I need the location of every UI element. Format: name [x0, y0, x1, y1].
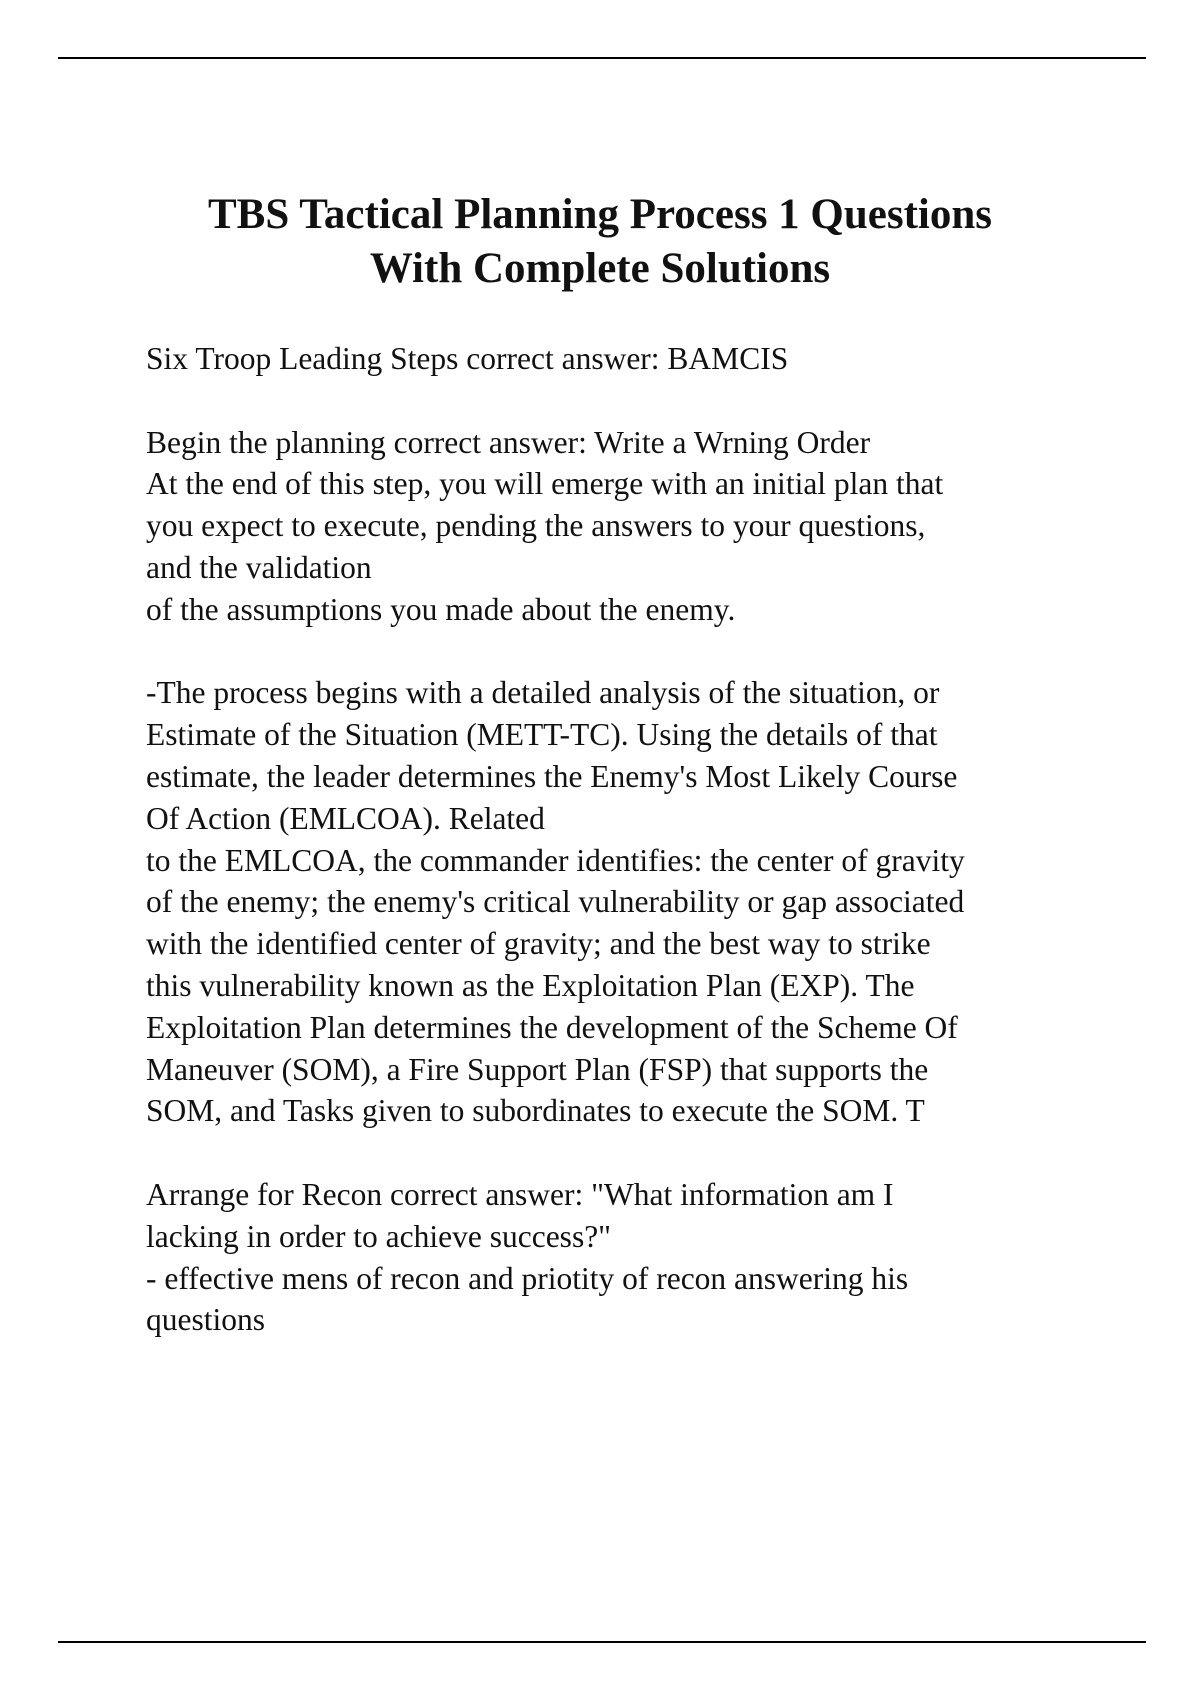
text-line: - effective mens of recon and priotity of recon answering his: [146, 1260, 909, 1296]
top-divider: [58, 57, 1146, 59]
title-line: TBS Tactical Planning Process 1 Questions: [207, 191, 993, 238]
text-line: Maneuver (SOM), a Fire Support Plan (FSP) that supports the: [146, 1051, 929, 1087]
qa-paragraph-arrange-recon: [146, 1174, 1106, 1341]
text-line: Exploitation Plan determines the development of the Scheme Of: [146, 1009, 958, 1045]
text-line: -The process begins with a detailed analysis of the situation, or: [146, 675, 940, 711]
text-line: estimate, the leader determines the Enemy's Most Likely Course: [146, 758, 958, 794]
text-line: Six Troop Leading Steps correct answer: BAMCIS: [146, 341, 789, 376]
text-line: of the assumptions you made about the enemy.: [146, 591, 736, 627]
text-line: SOM, and Tasks given to subordinates to execute the SOM. T: [146, 1093, 925, 1129]
document-title: [100, 188, 1100, 296]
bottom-divider: [58, 1641, 1146, 1643]
text-line: questions: [146, 1302, 266, 1338]
text-line: with the identified center of gravity; and the best way to strike: [146, 926, 931, 962]
text-line: Estimate of the Situation (METT-TC). Using the details of that: [146, 717, 938, 753]
text-line: to the EMLCOA, the commander identifies: the center of gravity: [146, 842, 965, 878]
qa-paragraph-process-description: [146, 672, 1106, 1132]
text-line: lacking in order to achieve success?": [146, 1218, 612, 1254]
qa-paragraph-troop-leading-steps: [146, 338, 1106, 380]
qa-paragraph-begin-planning: [146, 422, 1106, 631]
text-line: Arrange for Recon correct answer: "What information am I: [146, 1176, 894, 1212]
text-line: Begin the planning correct answer: Write a Wrning Order: [146, 424, 871, 460]
document-body: [146, 338, 1106, 1383]
text-line: you expect to execute, pending the answers to your questions,: [146, 508, 926, 544]
text-line: and the validation: [146, 549, 372, 585]
text-line: this vulnerability known as the Exploitation Plan (EXP). The: [146, 967, 915, 1003]
text-line: At the end of this step, you will emerge with an initial plan that: [146, 466, 944, 502]
text-line: Of Action (EMLCOA). Related: [146, 800, 545, 836]
text-line: of the enemy; the enemy's critical vulnerability or gap associated: [146, 884, 965, 920]
title-line: With Complete Solutions: [369, 245, 831, 292]
